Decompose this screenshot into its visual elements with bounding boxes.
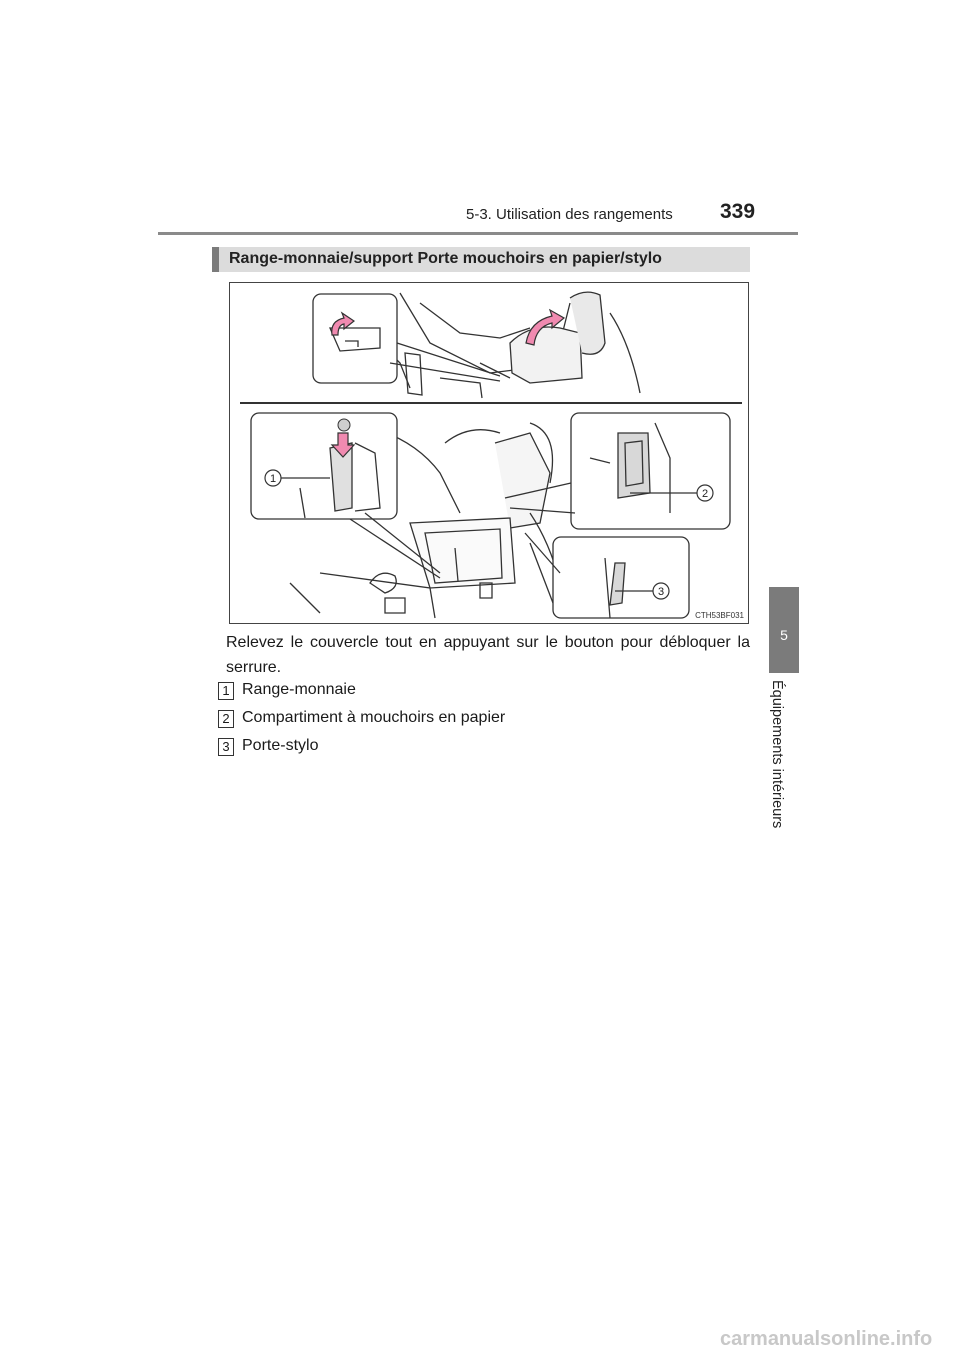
- list-item-number: 2: [218, 710, 234, 728]
- chapter-tab: [769, 587, 799, 673]
- watermark: carmanualsonline.info: [720, 1328, 933, 1350]
- instruction-text: Relevez le couvercle tout en appuyant sur le bouton pour débloquer la serrure.: [226, 634, 750, 676]
- list-item-number: 3: [218, 738, 234, 756]
- illustration: [229, 282, 749, 624]
- header-section-title: 5-3. Utilisation des rangements: [466, 206, 673, 223]
- list-item-label: Range-monnaie: [242, 681, 356, 698]
- callout-2: 2: [701, 488, 709, 500]
- list-item-label: Porte-stylo: [242, 737, 319, 754]
- console-illustration: [230, 283, 750, 625]
- list-item-number: 1: [218, 682, 234, 700]
- callout-3: 3: [657, 586, 665, 598]
- list-item-label: Compartiment à mouchoirs en papier: [242, 709, 506, 726]
- callout-1: 1: [269, 473, 277, 485]
- chapter-label: Équipements intérieurs: [769, 680, 785, 829]
- section-title-bar: [212, 247, 750, 272]
- section-title: Range-monnaie/support Porte mouchoirs en papier/stylo: [229, 250, 662, 267]
- page-number: 339: [720, 200, 756, 223]
- header-divider: [158, 232, 798, 235]
- chapter-number: 5: [780, 627, 788, 643]
- figure-code: CTH53BF031: [695, 611, 744, 620]
